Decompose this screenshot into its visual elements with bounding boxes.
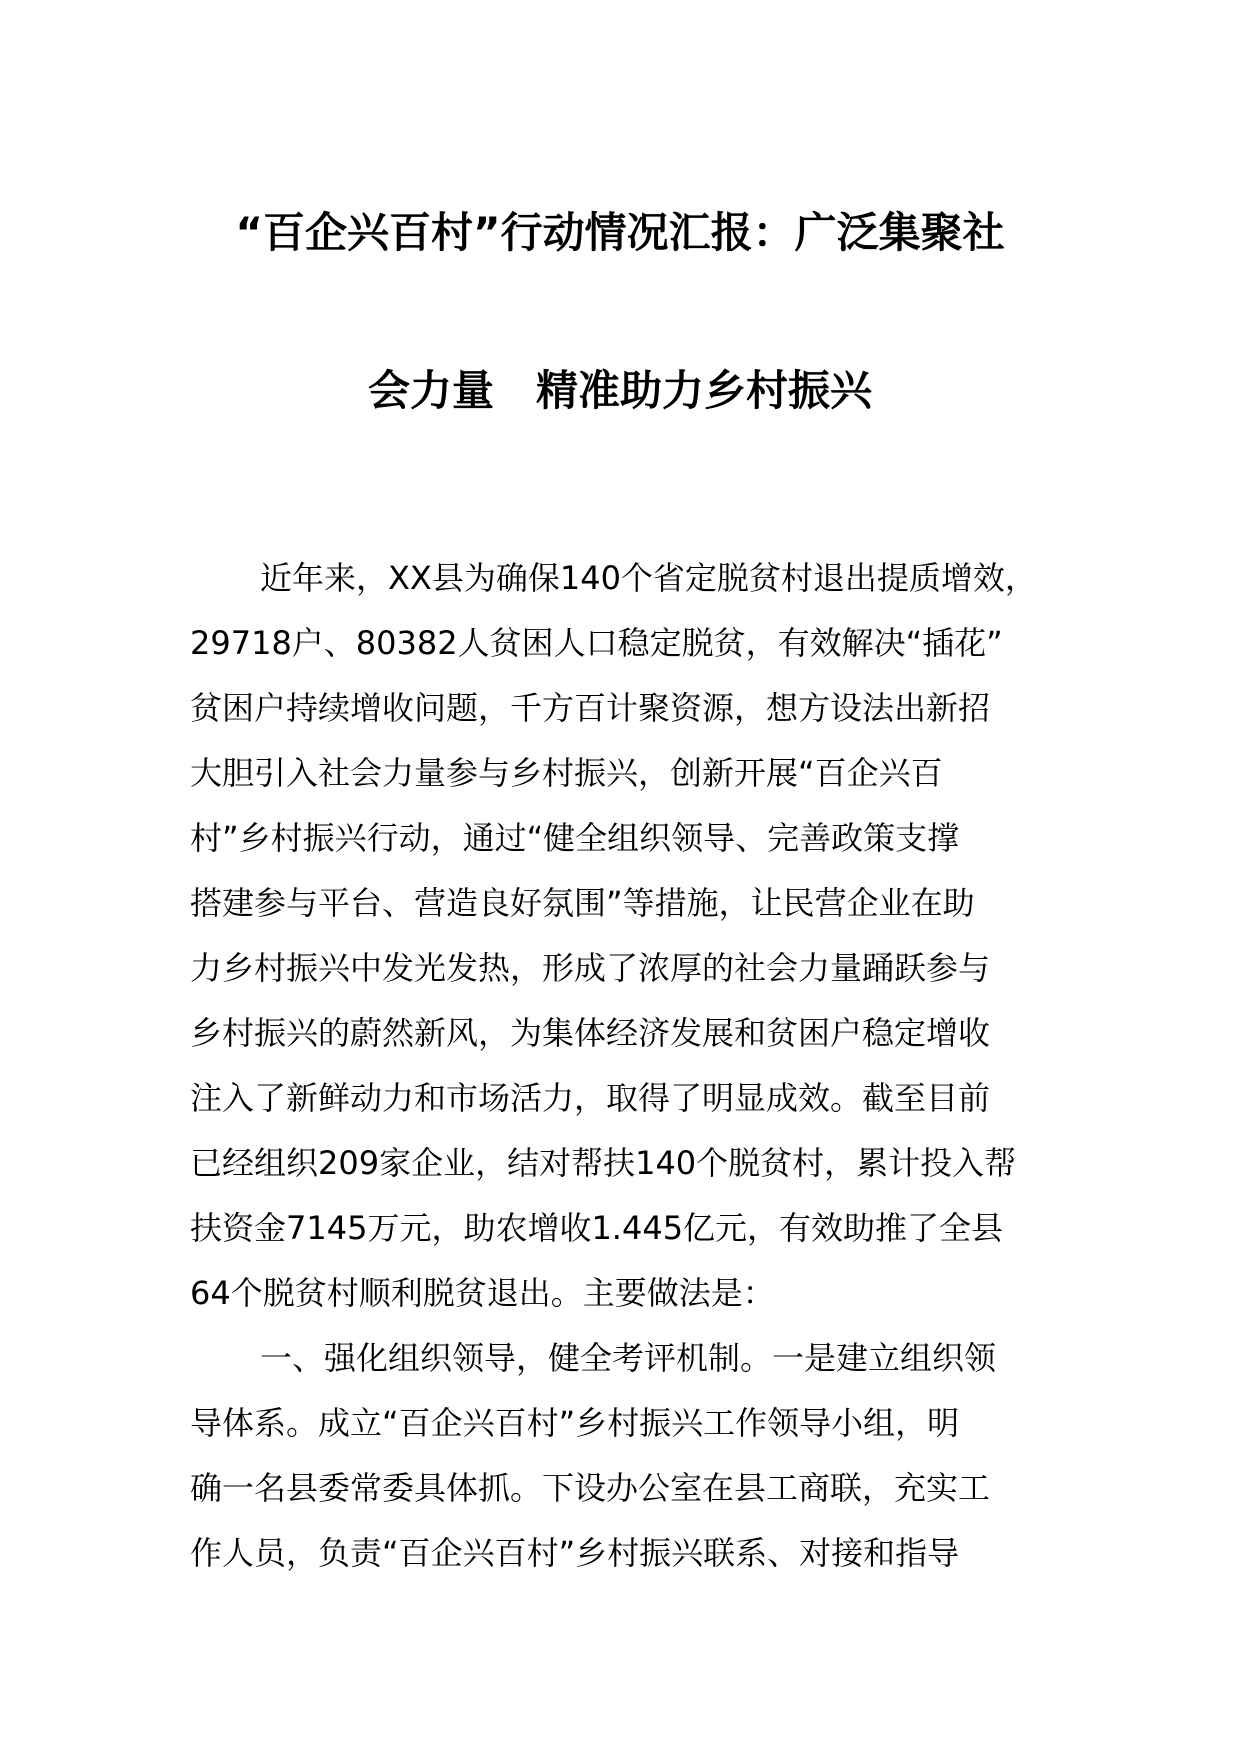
document-body <box>190 546 1070 1586</box>
section-heading-line: 一、强化组织领导，健全考评机制。一是建立组织领 <box>260 1339 997 1377</box>
paragraph-line: 力乡村振兴中发光发热，形成了浓厚的社会力量踊跃参与 <box>190 949 991 987</box>
paragraph-line: 注入了新鲜动力和市场活力，取得了明显成效。截至目前 <box>190 1079 991 1117</box>
paragraph-line: 搭建参与平台、营造良好氛围”等措施，让民营企业在助 <box>190 884 975 922</box>
paragraph-line: 近年来，XX县为确保140个省定脱贫村退出提质增效， <box>260 559 1037 597</box>
paragraph-line: 贫困户持续增收问题，千方百计聚资源，想方设法出新招 <box>190 689 991 727</box>
paragraph-line: 村”乡村振兴行动，通过“健全组织领导、完善政策支撑 <box>190 819 960 857</box>
paragraph-line: 作人员，负责“百企兴百村”乡村振兴联系、对接和指导 <box>190 1534 960 1572</box>
paragraph-line: 64个脱贫村顺利脱贫退出。主要做法是： <box>190 1274 775 1312</box>
paragraph-line: 导体系。成立“百企兴百村”乡村振兴工作领导小组，明 <box>190 1404 960 1442</box>
paragraph-line: 乡村振兴的蔚然新风，为集体经济发展和贫困户稳定增收 <box>190 1014 991 1052</box>
paragraph-line: 已经组织209家企业，结对帮扶140个脱贫村，累计投入帮 <box>190 1144 1017 1182</box>
paragraph-line: 扶资金7145万元，助农增收1.445亿元，有效助推了全县 <box>190 1209 1004 1247</box>
paragraph-line: 29718户、80382人贫困人口稳定脱贫，有效解决“插花” <box>190 624 1003 662</box>
document-title-line-2: 会力量 精准助力乡村振兴 <box>367 366 872 415</box>
document-title-line-1: “百企兴百村”行动情况汇报：广泛集聚社 <box>235 208 1005 257</box>
paragraph-line: 确一名县委常委具体抓。下设办公室在县工商联，充实工 <box>190 1469 991 1507</box>
paragraph-line: 大胆引入社会力量参与乡村振兴，创新开展“百企兴百 <box>190 754 943 792</box>
